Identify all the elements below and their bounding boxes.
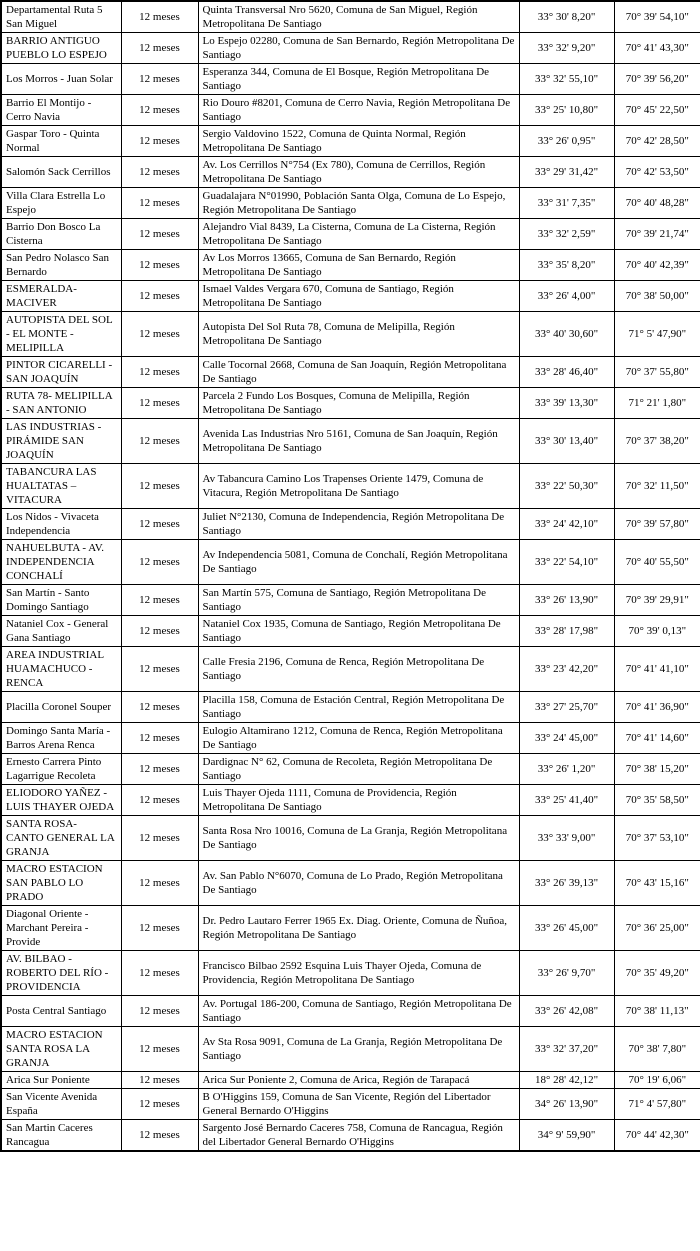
table-row (1, 816, 700, 861)
site-latitude: 33° 32' 9,20" (519, 33, 614, 64)
site-longitude: 70° 41' 36,90" (614, 692, 700, 723)
site-name: Placilla Coronel Souper (1, 692, 121, 723)
site-address: Av Tabancura Camino Los Trapenses Oriente 1479, Comuna de Vitacura, Región Metropolitana De Santiago (198, 464, 519, 509)
site-address: Alejandro Vial 8439, La Cisterna, Comuna de La Cisterna, Región Metropolitana De Santiago (198, 219, 519, 250)
site-duration: 12 meses (121, 188, 198, 219)
site-longitude: 70° 42' 28,50" (614, 126, 700, 157)
table-row (1, 464, 700, 509)
site-latitude: 33° 26' 9,70" (519, 951, 614, 996)
site-latitude: 33° 28' 17,98" (519, 616, 614, 647)
table-row (1, 219, 700, 250)
site-address: Placilla 158, Comuna de Estación Central, Región Metropolitana De Santiago (198, 692, 519, 723)
site-address: Lo Espejo 02280, Comuna de San Bernardo, Región Metropolitana De Santiago (198, 33, 519, 64)
site-longitude: 70° 32' 11,50" (614, 464, 700, 509)
site-latitude: 33° 26' 0,95" (519, 126, 614, 157)
site-name: San Vicente Avenida España (1, 1089, 121, 1120)
site-latitude: 33° 25' 41,40" (519, 785, 614, 816)
site-latitude: 33° 26' 45,00" (519, 906, 614, 951)
table-row (1, 33, 700, 64)
site-address: Autopista Del Sol Ruta 78, Comuna de Melipilla, Región Metropolitana De Santiago (198, 312, 519, 357)
table-row (1, 861, 700, 906)
site-longitude: 70° 39' 54,10" (614, 1, 700, 33)
site-latitude: 33° 32' 2,59" (519, 219, 614, 250)
table-row (1, 906, 700, 951)
table-row (1, 357, 700, 388)
site-duration: 12 meses (121, 33, 198, 64)
site-duration: 12 meses (121, 1089, 198, 1120)
table-row (1, 785, 700, 816)
site-longitude: 70° 39' 57,80" (614, 509, 700, 540)
site-duration: 12 meses (121, 540, 198, 585)
site-longitude: 70° 40' 42,39" (614, 250, 700, 281)
site-address: Parcela 2 Fundo Los Bosques, Comuna de Melipilla, Región Metropolitana De Santiago (198, 388, 519, 419)
site-longitude: 70° 44' 42,30" (614, 1120, 700, 1152)
site-address: Nataniel Cox 1935, Comuna de Santiago, Región Metropolitana De Santiago (198, 616, 519, 647)
table-row (1, 585, 700, 616)
site-name: LAS INDUSTRIAS - PIRÁMIDE SAN JOAQUÍN (1, 419, 121, 464)
table-row (1, 951, 700, 996)
site-name: San Martin Caceres Rancagua (1, 1120, 121, 1152)
site-longitude: 71° 21' 1,80" (614, 388, 700, 419)
site-longitude: 70° 40' 48,28" (614, 188, 700, 219)
site-longitude: 71° 5' 47,90" (614, 312, 700, 357)
site-latitude: 33° 30' 8,20" (519, 1, 614, 33)
site-name: NAHUELBUTA - AV. INDEPENDENCIA CONCHALÍ (1, 540, 121, 585)
site-duration: 12 meses (121, 1, 198, 33)
site-latitude: 34° 9' 59,90" (519, 1120, 614, 1152)
site-address: Quinta Transversal Nro 5620, Comuna de San Miguel, Región Metropolitana De Santiago (198, 1, 519, 33)
site-latitude: 33° 26' 4,00" (519, 281, 614, 312)
site-name: MACRO ESTACION SAN PABLO LO PRADO (1, 861, 121, 906)
site-duration: 12 meses (121, 906, 198, 951)
table-row (1, 1027, 700, 1072)
site-name: Departamental Ruta 5 San Miguel (1, 1, 121, 33)
site-duration: 12 meses (121, 816, 198, 861)
site-longitude: 70° 38' 50,00" (614, 281, 700, 312)
site-name: PINTOR CICARELLI - SAN JOAQUÍN (1, 357, 121, 388)
site-address: Rio Douro #8201, Comuna de Cerro Navia, Región Metropolitana De Santiago (198, 95, 519, 126)
site-latitude: 34° 26' 13,90" (519, 1089, 614, 1120)
site-name: Los Nidos - Vivaceta Independencia (1, 509, 121, 540)
table-row (1, 754, 700, 785)
site-name: AREA INDUSTRIAL HUAMACHUCO - RENCA (1, 647, 121, 692)
site-name: Diagonal Oriente - Marchant Pereira - Provide (1, 906, 121, 951)
site-name: SANTA ROSA- CANTO GENERAL LA GRANJA (1, 816, 121, 861)
table-row (1, 1, 700, 33)
site-address: Ismael Valdes Vergara 670, Comuna de Santiago, Región Metropolitana De Santiago (198, 281, 519, 312)
site-longitude: 70° 19' 6,06" (614, 1072, 700, 1089)
site-name: MACRO ESTACION SANTA ROSA LA GRANJA (1, 1027, 121, 1072)
site-name: Posta Central Santiago (1, 996, 121, 1027)
site-longitude: 70° 37' 55,80" (614, 357, 700, 388)
site-duration: 12 meses (121, 723, 198, 754)
site-name: AV. BILBAO - ROBERTO DEL RÍO - PROVIDENCIA (1, 951, 121, 996)
site-name: Barrio Don Bosco La Cisterna (1, 219, 121, 250)
site-address: Dardignac N° 62, Comuna de Recoleta, Región Metropolitana De Santiago (198, 754, 519, 785)
site-duration: 12 meses (121, 692, 198, 723)
site-address: Luis Thayer Ojeda 1111, Comuna de Providencia, Región Metropolitana De Santiago (198, 785, 519, 816)
site-name: Los Morros - Juan Solar (1, 64, 121, 95)
site-longitude: 70° 37' 53,10" (614, 816, 700, 861)
site-duration: 12 meses (121, 1120, 198, 1152)
site-longitude: 70° 39' 56,20" (614, 64, 700, 95)
table-row (1, 540, 700, 585)
site-address: Guadalajara N°01990, Población Santa Olga, Comuna de Lo Espejo, Región Metropolitana De Santiago (198, 188, 519, 219)
site-duration: 12 meses (121, 509, 198, 540)
site-name: RUTA 78- MELIPILLA - SAN ANTONIO (1, 388, 121, 419)
site-address: Sergio Valdovino 1522, Comuna de Quinta Normal, Región Metropolitana De Santiago (198, 126, 519, 157)
site-duration: 12 meses (121, 585, 198, 616)
site-duration: 12 meses (121, 951, 198, 996)
site-longitude: 70° 39' 29,91" (614, 585, 700, 616)
site-duration: 12 meses (121, 219, 198, 250)
site-duration: 12 meses (121, 64, 198, 95)
site-address: B O'Higgins 159, Comuna de San Vicente, Región del Libertador General Bernardo O'Higgins (198, 1089, 519, 1120)
table-row (1, 723, 700, 754)
table-row (1, 419, 700, 464)
site-longitude: 70° 39' 0,13" (614, 616, 700, 647)
site-address: Av Sta Rosa 9091, Comuna de La Granja, Región Metropolitana De Santiago (198, 1027, 519, 1072)
site-longitude: 70° 41' 41,10" (614, 647, 700, 692)
site-duration: 12 meses (121, 312, 198, 357)
site-longitude: 70° 39' 21,74" (614, 219, 700, 250)
site-longitude: 71° 4' 57,80" (614, 1089, 700, 1120)
table-row (1, 126, 700, 157)
table-row (1, 509, 700, 540)
table-row (1, 1072, 700, 1089)
site-duration: 12 meses (121, 419, 198, 464)
table-row (1, 250, 700, 281)
table-row (1, 692, 700, 723)
table-row (1, 388, 700, 419)
site-name: Nataniel Cox - General Gana Santiago (1, 616, 121, 647)
site-name: AUTOPISTA DEL SOL - EL MONTE - MELIPILLA (1, 312, 121, 357)
site-longitude: 70° 37' 38,20" (614, 419, 700, 464)
site-duration: 12 meses (121, 126, 198, 157)
site-address: Av. Los Cerrillos N°754 (Ex 780), Comuna de Cerrillos, Región Metropolitana De Santiago (198, 157, 519, 188)
site-longitude: 70° 41' 43,30" (614, 33, 700, 64)
table-row (1, 157, 700, 188)
site-address: Av. Portugal 186-200, Comuna de Santiago, Región Metropolitana De Santiago (198, 996, 519, 1027)
site-name: Arica Sur Poniente (1, 1072, 121, 1089)
site-address: San Martín 575, Comuna de Santiago, Región Metropolitana De Santiago (198, 585, 519, 616)
site-longitude: 70° 38' 11,13" (614, 996, 700, 1027)
site-latitude: 33° 29' 31,42" (519, 157, 614, 188)
site-latitude: 33° 26' 13,90" (519, 585, 614, 616)
site-duration: 12 meses (121, 357, 198, 388)
site-latitude: 33° 32' 55,10" (519, 64, 614, 95)
site-latitude: 33° 31' 7,35" (519, 188, 614, 219)
site-latitude: 33° 23' 42,20" (519, 647, 614, 692)
site-address: Calle Tocornal 2668, Comuna de San Joaquín, Región Metropolitana De Santiago (198, 357, 519, 388)
site-duration: 12 meses (121, 754, 198, 785)
site-address: Juliet N°2130, Comuna de Independencia, Región Metropolitana De Santiago (198, 509, 519, 540)
site-latitude: 33° 32' 37,20" (519, 1027, 614, 1072)
table-row (1, 188, 700, 219)
site-longitude: 70° 45' 22,50" (614, 95, 700, 126)
table-body (1, 1, 700, 1151)
table-row (1, 647, 700, 692)
site-name: ESMERALDA-MACIVER (1, 281, 121, 312)
site-duration: 12 meses (121, 861, 198, 906)
site-latitude: 33° 30' 13,40" (519, 419, 614, 464)
site-latitude: 33° 24' 42,10" (519, 509, 614, 540)
site-latitude: 33° 28' 46,40" (519, 357, 614, 388)
site-name: Domingo Santa María - Barros Arena Renca (1, 723, 121, 754)
site-name: Barrio El Montijo - Cerro Navia (1, 95, 121, 126)
site-name: Villa Clara Estrella Lo Espejo (1, 188, 121, 219)
site-latitude: 33° 25' 10,80" (519, 95, 614, 126)
site-name: Gaspar Toro - Quinta Normal (1, 126, 121, 157)
table-row (1, 95, 700, 126)
site-duration: 12 meses (121, 1072, 198, 1089)
site-duration: 12 meses (121, 157, 198, 188)
site-address: Arica Sur Poniente 2, Comuna de Arica, Región de Tarapacá (198, 1072, 519, 1089)
site-longitude: 70° 35' 49,20" (614, 951, 700, 996)
site-address: Calle Fresia 2196, Comuna de Renca, Región Metropolitana De Santiago (198, 647, 519, 692)
site-address: Av. San Pablo N°6070, Comuna de Lo Prado, Región Metropolitana De Santiago (198, 861, 519, 906)
site-address: Eulogio Altamirano 1212, Comuna de Renca, Región Metropolitana De Santiago (198, 723, 519, 754)
table-row (1, 281, 700, 312)
site-longitude: 70° 35' 58,50" (614, 785, 700, 816)
site-latitude: 33° 22' 50,30" (519, 464, 614, 509)
site-duration: 12 meses (121, 250, 198, 281)
site-address: Dr. Pedro Lautaro Ferrer 1965 Ex. Diag. Oriente, Comuna de Ñuñoa, Región Metropolitana De Santiago (198, 906, 519, 951)
site-address: Francisco Bilbao 2592 Esquina Luis Thayer Ojeda, Comuna de Providencia, Región Metropolitana De Santiago (198, 951, 519, 996)
site-longitude: 70° 41' 14,60" (614, 723, 700, 754)
table-row (1, 1120, 700, 1152)
site-longitude: 70° 38' 15,20" (614, 754, 700, 785)
site-name: San Pedro Nolasco San Bernardo (1, 250, 121, 281)
site-duration: 12 meses (121, 95, 198, 126)
site-latitude: 33° 27' 25,70" (519, 692, 614, 723)
table-row (1, 312, 700, 357)
site-latitude: 33° 35' 8,20" (519, 250, 614, 281)
site-duration: 12 meses (121, 1027, 198, 1072)
site-longitude: 70° 43' 15,16" (614, 861, 700, 906)
site-latitude: 18° 28' 42,12" (519, 1072, 614, 1089)
site-duration: 12 meses (121, 464, 198, 509)
site-name: Salomón Sack Cerrillos (1, 157, 121, 188)
site-address: Av Los Morros 13665, Comuna de San Bernardo, Región Metropolitana De Santiago (198, 250, 519, 281)
site-address: Av Independencia 5081, Comuna de Conchalí, Región Metropolitana De Santiago (198, 540, 519, 585)
site-latitude: 33° 40' 30,60" (519, 312, 614, 357)
site-longitude: 70° 40' 55,50" (614, 540, 700, 585)
site-latitude: 33° 22' 54,10" (519, 540, 614, 585)
site-latitude: 33° 33' 9,00" (519, 816, 614, 861)
site-address: Santa Rosa Nro 10016, Comuna de La Granja, Región Metropolitana De Santiago (198, 816, 519, 861)
site-duration: 12 meses (121, 281, 198, 312)
table-row (1, 616, 700, 647)
table-row (1, 64, 700, 95)
site-latitude: 33° 26' 42,08" (519, 996, 614, 1027)
site-duration: 12 meses (121, 388, 198, 419)
site-name: BARRIO ANTIGUO PUEBLO LO ESPEJO (1, 33, 121, 64)
table-row (1, 1089, 700, 1120)
site-duration: 12 meses (121, 996, 198, 1027)
table-row (1, 996, 700, 1027)
site-latitude: 33° 39' 13,30" (519, 388, 614, 419)
site-duration: 12 meses (121, 785, 198, 816)
site-longitude: 70° 36' 25,00" (614, 906, 700, 951)
site-name: ELIODORO YAÑEZ - LUIS THAYER OJEDA (1, 785, 121, 816)
site-duration: 12 meses (121, 647, 198, 692)
site-latitude: 33° 26' 39,13" (519, 861, 614, 906)
site-duration: 12 meses (121, 616, 198, 647)
site-name: San Martín - Santo Domingo Santiago (1, 585, 121, 616)
site-address: Sargento José Bernardo Caceres 758, Comuna de Rancagua, Región del Libertador General Bernardo O'Higgins (198, 1120, 519, 1152)
site-address: Esperanza 344, Comuna de El Bosque, Región Metropolitana De Santiago (198, 64, 519, 95)
site-latitude: 33° 24' 45,00" (519, 723, 614, 754)
site-latitude: 33° 26' 1,20" (519, 754, 614, 785)
site-name: Ernesto Carrera Pinto Lagarrigue Recoleta (1, 754, 121, 785)
site-longitude: 70° 42' 53,50" (614, 157, 700, 188)
site-name: TABANCURA LAS HUALTATAS – VITACURA (1, 464, 121, 509)
site-address: Avenida Las Industrias Nro 5161, Comuna de San Joaquín, Región Metropolitana De Santiago (198, 419, 519, 464)
site-longitude: 70° 38' 7,80" (614, 1027, 700, 1072)
